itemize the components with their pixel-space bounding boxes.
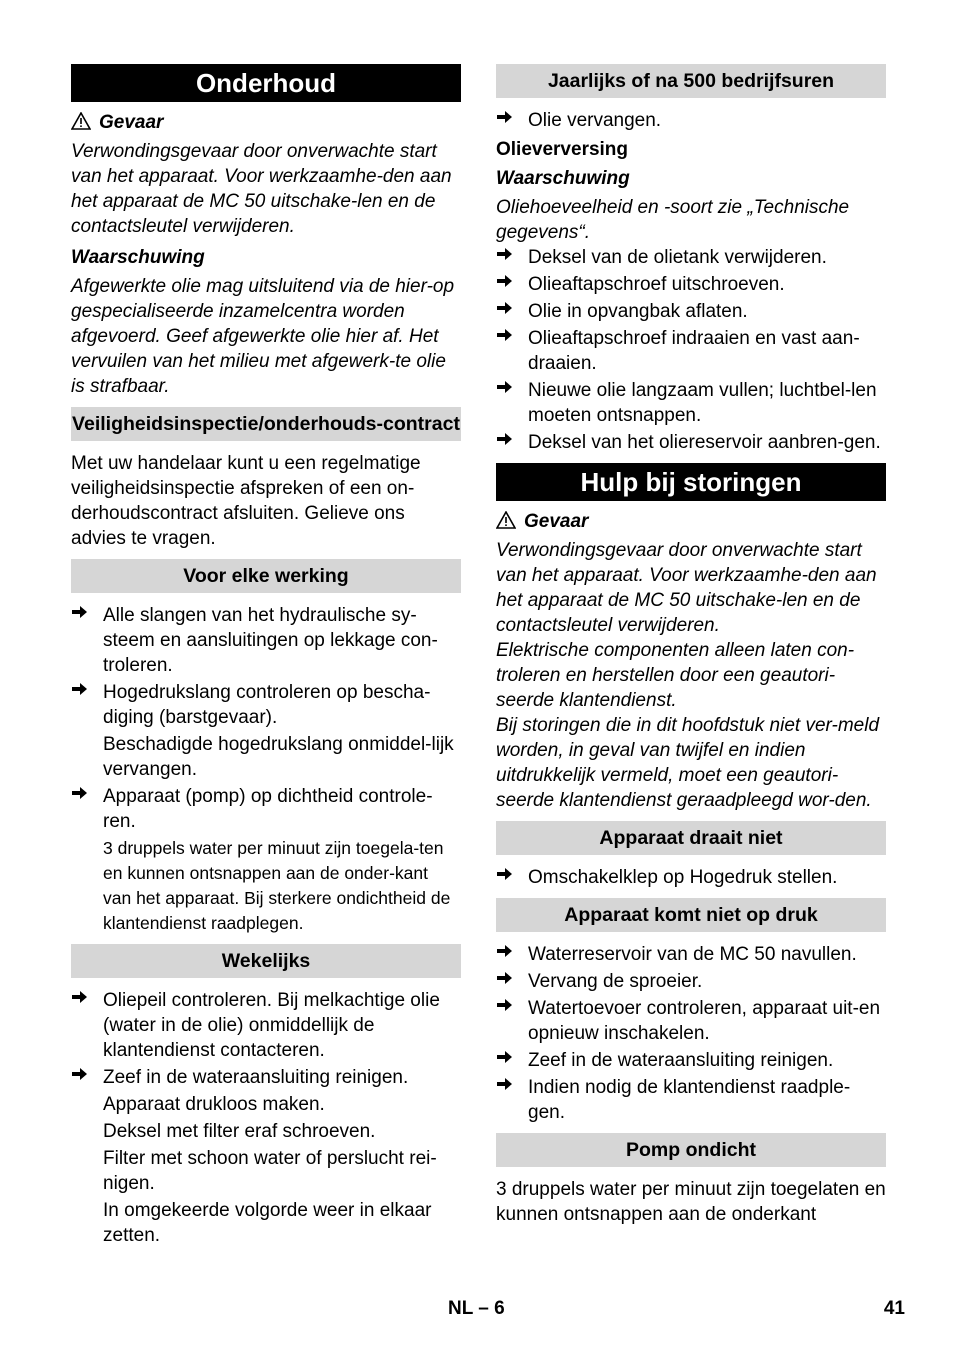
arrow-right-icon bbox=[496, 245, 516, 270]
section1-text: Met uw handelaar kunt u een regelmatige veiligheidsinspectie afspreken of een on-derhoudscontract afsluiten. Gelieve ons advies te vragen. bbox=[71, 453, 421, 549]
arrow-right-icon bbox=[496, 969, 516, 994]
section-title-hulp-bij-storingen: Hulp bij storingen bbox=[496, 463, 886, 501]
heading-apparaat-komt-niet-op-druk: Apparaat komt niet op druk bbox=[496, 898, 886, 932]
list-item: Apparaat (pomp) op dichtheid controle-ren. bbox=[71, 784, 461, 834]
arrow-right-icon bbox=[496, 326, 516, 351]
list-item: Vervang de sproeier. bbox=[496, 969, 886, 994]
arrow-right-icon bbox=[496, 272, 516, 297]
list-item: Oliepeil controleren. Bij melkachtige olie (water in de olie) onmiddellijk de klantendienst contacteren. bbox=[71, 988, 461, 1063]
danger-text: Verwondingsgevaar door onverwachte start van het apparaat. Voor werkzaamhe-den aan het apparaat de MC 50 uitschake-len en de contactsleutel verwijderen. bbox=[71, 141, 452, 237]
arrow-right-icon bbox=[496, 108, 516, 133]
left-column bbox=[71, 64, 461, 1250]
heading-apparaat-draait-niet: Apparaat draait niet bbox=[496, 821, 886, 855]
warning-text: Afgewerkte olie mag uitsluitend via de hier-op gespecialiseerde inzamelcentra worden afgevoerd. Geef afgewerkte olie hier af. Het vervuilen van het milieu met afgewerk-te olie is strafbaar. bbox=[71, 276, 455, 397]
steps-wekelijks bbox=[71, 988, 461, 1090]
danger-label: Gevaar bbox=[71, 110, 461, 135]
list-item: Zeef in de wateraansluiting reinigen. bbox=[496, 1048, 886, 1073]
list-item: Zeef in de wateraansluiting reinigen. bbox=[71, 1065, 461, 1090]
oil-warning-text: Oliehoeveelheid en -soort zie „Technische gegevens“. bbox=[496, 197, 850, 243]
list-item: Waterreservoir van de MC 50 navullen. bbox=[496, 942, 886, 967]
list-item: Nieuwe olie langzaam vullen; luchtbel-len moeten ontsnappen. bbox=[496, 378, 886, 428]
arrow-right-icon bbox=[71, 680, 91, 705]
heading-jaarlijks: Jaarlijks of na 500 bedrijfsuren bbox=[496, 64, 886, 98]
section-title-onderhoud: Onderhoud bbox=[71, 64, 461, 102]
list-item: Olieaftapschroef indraaien en vast aan-draaien. bbox=[496, 326, 886, 376]
arrow-right-icon bbox=[496, 1048, 516, 1073]
steps-komt-niet-op-druk bbox=[496, 942, 886, 1125]
warning-label: Waarschuwing bbox=[496, 168, 630, 189]
heading-wekelijks: Wekelijks bbox=[71, 944, 461, 978]
sub-text: Beschadigde hogedrukslang onmiddel-lijk vervangen. bbox=[103, 734, 454, 780]
arrow-right-icon bbox=[496, 378, 516, 403]
list-item: Olieaftapschroef uitschroeven. bbox=[496, 272, 886, 297]
warning-label: Waarschuwing bbox=[71, 247, 205, 268]
arrow-right-icon bbox=[71, 603, 91, 628]
heading-pomp-ondicht: Pomp ondicht bbox=[496, 1133, 886, 1167]
page-number: 41 bbox=[883, 1298, 905, 1319]
sub-text: Deksel met filter eraf schroeven. bbox=[103, 1121, 376, 1142]
list-item: Deksel van de olietank verwijderen. bbox=[496, 245, 886, 270]
list-item: Watertoevoer controleren, apparaat uit-en opnieuw inschakelen. bbox=[496, 996, 886, 1046]
arrow-right-icon bbox=[496, 996, 516, 1021]
arrow-right-icon bbox=[496, 865, 516, 890]
arrow-right-icon bbox=[496, 299, 516, 324]
sub-text: 3 druppels water per minuut zijn toegela-ten en kunnen ontsnappen aan de onder-kant van het apparaat. Bij sterkere ondichtheid de klantendienst raadplegen. bbox=[103, 838, 451, 933]
warning-triangle-icon bbox=[496, 511, 516, 529]
danger-text: Verwondingsgevaar door onverwachte start van het apparaat. Voor werkzaamhe-den aan het apparaat de MC 50 uitschake-len en de contactsleutel verwijderen. bbox=[496, 540, 877, 636]
pomp-ondicht-text: 3 druppels water per minuut zijn toegelaten en kunnen ontsnappen aan de onderkant bbox=[496, 1179, 886, 1225]
arrow-right-icon bbox=[71, 988, 91, 1013]
sub-text: In omgekeerde volgorde weer in elkaar zetten. bbox=[103, 1200, 432, 1246]
arrow-right-icon bbox=[496, 942, 516, 967]
arrow-right-icon bbox=[496, 1075, 516, 1100]
list-item: Indien nodig de klantendienst raadple-gen. bbox=[496, 1075, 886, 1125]
list-item: Alle slangen van het hydraulische sy-steem en aansluitingen op lekkage con-troleren. bbox=[71, 603, 461, 678]
sub-text: Apparaat drukloos maken. bbox=[103, 1094, 325, 1115]
list-item: Hogedrukslang controleren op bescha-diging (barstgevaar). bbox=[71, 680, 461, 730]
heading-olieverversing: Olieverversing bbox=[496, 139, 629, 160]
list-item: Olie vervangen. bbox=[496, 108, 886, 133]
arrow-right-icon bbox=[71, 784, 91, 809]
danger-label: Gevaar bbox=[496, 509, 886, 534]
steps-olieverversing bbox=[496, 245, 886, 455]
right-column bbox=[496, 64, 886, 1227]
arrow-right-icon bbox=[496, 430, 516, 455]
footer-language-page: NL – 6 bbox=[448, 1298, 505, 1319]
list-item: Olie in opvangbak aflaten. bbox=[496, 299, 886, 324]
heading-voor-elke-werking: Voor elke werking bbox=[71, 559, 461, 593]
sub-text: Filter met schoon water of perslucht rei-nigen. bbox=[103, 1148, 437, 1194]
arrow-right-icon bbox=[71, 1065, 91, 1090]
danger-text: Elektrische componenten alleen laten con-troleren en herstellen door een geautori-seerde klantendienst. bbox=[496, 640, 855, 711]
warning-triangle-icon bbox=[71, 112, 91, 130]
steps-voor-elke-werking bbox=[71, 603, 461, 730]
list-item: Omschakelklep op Hogedruk stellen. bbox=[496, 865, 886, 890]
danger-text: Bij storingen die in dit hoofdstuk niet ver-meld worden, in geval van twijfel en indien uitdrukkelijk vermeld, moet een geautori-seerde klantendienst geraadpleegd wor-den. bbox=[496, 715, 880, 811]
heading-veiligheidsinspectie: Veiligheidsinspectie/onderhouds-contract bbox=[71, 407, 461, 441]
list-item: Deksel van het oliereservoir aanbren-gen. bbox=[496, 430, 886, 455]
